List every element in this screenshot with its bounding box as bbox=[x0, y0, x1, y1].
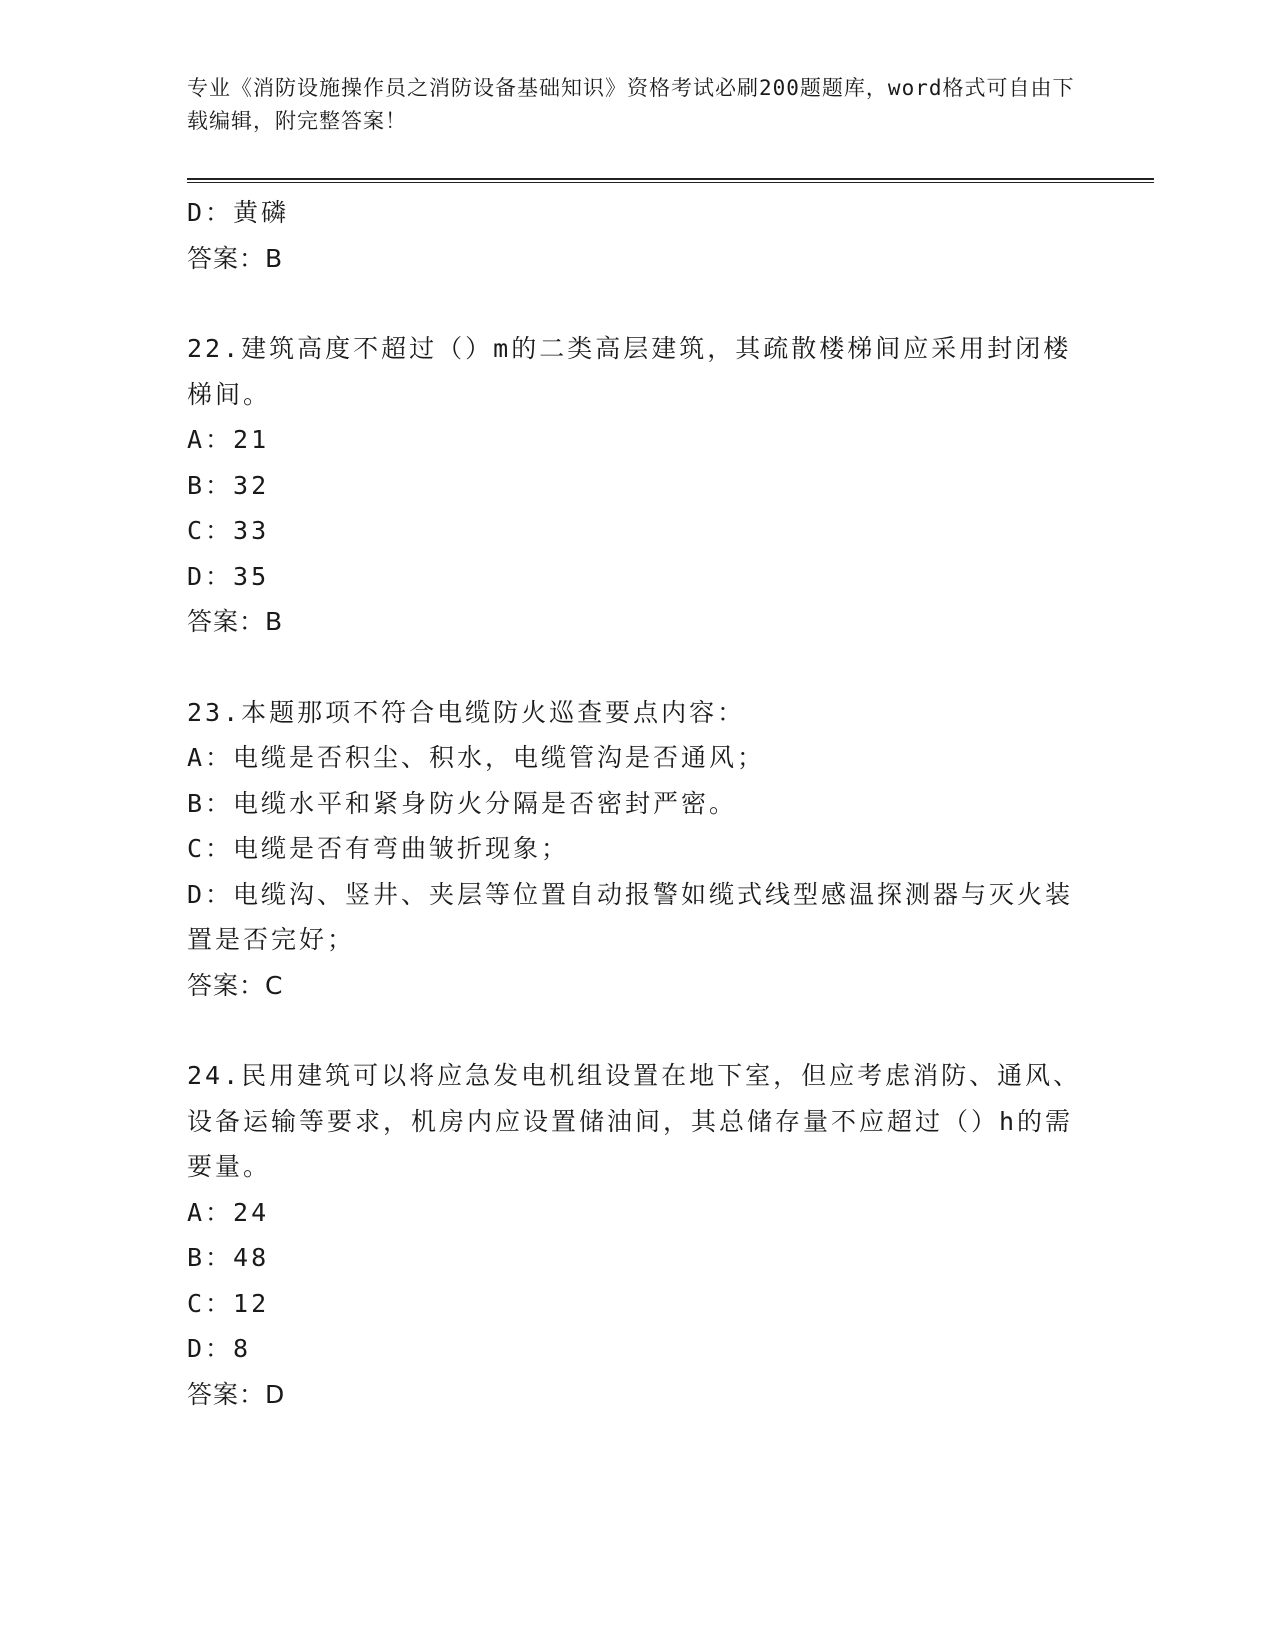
header-divider bbox=[187, 178, 1154, 183]
question-answer: 答案：B bbox=[187, 607, 284, 636]
option-c: C：电缆是否有弯曲皱折现象； bbox=[187, 834, 570, 863]
option-b: B：32 bbox=[187, 470, 270, 500]
question-stem: 22.建筑高度不超过（）m的二类高层建筑，其疏散楼梯间应采用封闭楼梯间。 bbox=[187, 334, 1072, 409]
spacer bbox=[187, 1008, 1087, 1053]
question-stem: 23.本题那项不符合电缆防火巡查要点内容： bbox=[187, 697, 746, 727]
spacer bbox=[187, 281, 1087, 326]
question-24 bbox=[187, 1053, 1087, 1417]
page-header-title: 专业《消防设施操作员之消防设备基础知识》资格考试必刷200题题库，word格式可自由下载编辑，附完整答案！ bbox=[187, 76, 1075, 133]
option-a: A：21 bbox=[187, 425, 270, 454]
option-d: D：35 bbox=[187, 561, 270, 591]
option-d: D：电缆沟、竖井、夹层等位置自动报警如缆式线型感温探测器与灭火装置是否完好； bbox=[187, 879, 1074, 954]
prev-question-option-d: D：黄磷 bbox=[187, 198, 290, 227]
prev-question-answer: 答案：B bbox=[187, 243, 284, 273]
option-b: B：电缆水平和紧身防火分隔是否密封严密。 bbox=[187, 788, 738, 818]
option-d: D：8 bbox=[187, 1334, 252, 1363]
question-stem: 24.民用建筑可以将应急发电机组设置在地下室，但应考虑消防、通风、设备运输等要求，机房内应设置储油间，其总储存量不应超过（）h的需要量。 bbox=[187, 1061, 1082, 1181]
question-content bbox=[187, 190, 1087, 1417]
question-22 bbox=[187, 326, 1087, 645]
option-c: C：33 bbox=[187, 516, 270, 545]
option-a: A：24 bbox=[187, 1197, 270, 1227]
question-23 bbox=[187, 690, 1087, 1009]
option-c: C：12 bbox=[187, 1288, 270, 1318]
option-b: B：48 bbox=[187, 1243, 270, 1272]
spacer bbox=[187, 645, 1087, 690]
question-answer: 答案：C bbox=[187, 970, 284, 1000]
question-answer: 答案：D bbox=[187, 1379, 286, 1409]
option-a: A：电缆是否积尘、积水，电缆管沟是否通风； bbox=[187, 743, 766, 772]
